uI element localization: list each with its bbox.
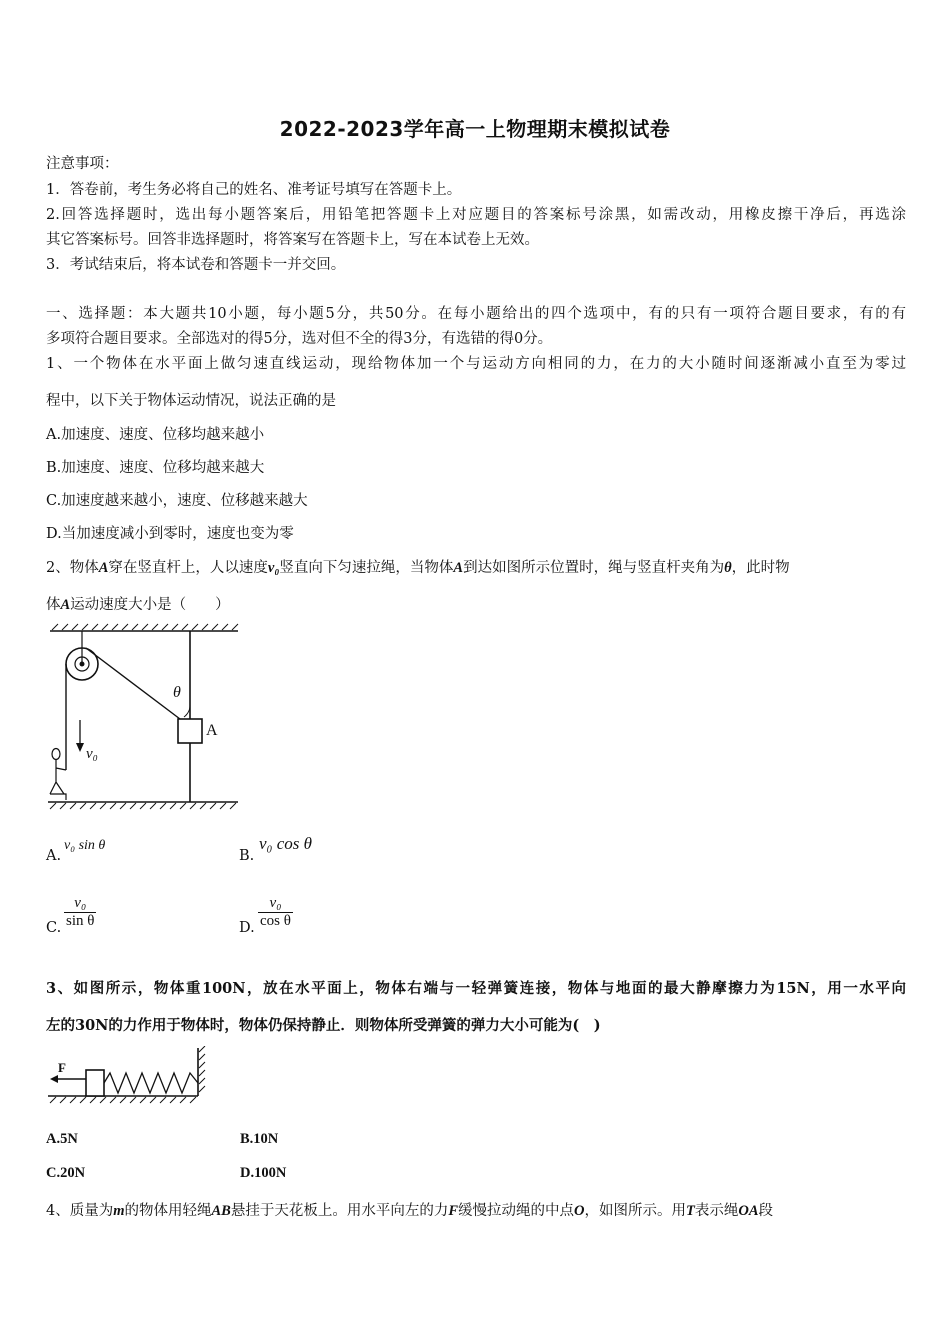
q2-var-a: A [453, 560, 464, 576]
q3-spring-figure [46, 1046, 210, 1104]
q1-option-d: D.当加速度减小到零时，速度也变为零 [46, 526, 294, 542]
q2-stem-line-2 [46, 593, 230, 614]
q2-text: 穿在竖直杆上，人以速度 [108, 560, 268, 576]
q2-text: ，此时物 [731, 560, 790, 576]
q1-option-a: A.加速度、速度、位移均越来越小 [46, 427, 265, 443]
notice-item-2: 2.回答选择题时，选出每小题答案后，用铅笔把答题卡上对应题目的答案标号涂黑，如需改动，用橡皮擦干净后，再选涂 [46, 207, 906, 223]
q4-var-m: m [113, 1203, 125, 1219]
q4-var-o: O [574, 1203, 585, 1219]
q2-option-c-fraction [64, 895, 96, 930]
q2-option-d-numerator: v₀ [269, 895, 282, 911]
q2-option-d-label: D. [239, 920, 255, 936]
notice-item-3: 3．考试结束后，将本试卷和答题卡一并交回。 [46, 257, 346, 273]
q3-option-a: A.5N [46, 1131, 78, 1147]
page-title: 2022-2023学年高一上物理期末模拟试卷 [279, 117, 671, 141]
q4-text: 悬挂于天花板上。用水平向左的力 [230, 1203, 449, 1219]
q2-text: 体 [46, 597, 61, 613]
q2-option-c-numerator: v₀ [74, 895, 87, 911]
q4-text: ，如图所示。用 [584, 1203, 687, 1219]
q2-var-a: A [98, 560, 109, 576]
q2-text: 到达如图所示位置时，绳与竖直杆夹角为 [463, 560, 725, 576]
q2-pulley-figure [44, 622, 244, 812]
q4-var-ab: AB [211, 1203, 231, 1219]
q4-text: 表示绳 [694, 1203, 739, 1219]
q2-option-d-fraction [258, 895, 293, 930]
q2-text: 运动速度大小是（ ） [70, 597, 230, 613]
q2-option-a-expr: v₀ sin θ [64, 838, 106, 853]
q4-var-oa: OA [738, 1203, 759, 1219]
q2-var-a: A [60, 597, 71, 613]
q4-stem-line-1 [46, 1199, 773, 1220]
q4-text: 的物体用轻绳 [124, 1203, 212, 1219]
q2-option-c-denominator: sin θ [66, 913, 95, 929]
q3-option-c: C.20N [46, 1165, 86, 1181]
notice-item-2-cont: 其它答案标号。回答非选择题时，将答案写在答题卡上，写在本试卷上无效。 [46, 232, 539, 248]
q2-figure-block-label: A [206, 722, 218, 739]
q2-stem-line-1 [46, 556, 790, 577]
q4-var-t: T [686, 1203, 695, 1219]
q2-text: 竖直向下匀速拉绳，当物体 [279, 560, 454, 576]
q2-text: 2、物体 [46, 560, 99, 576]
section-intro-line-1: 一、选择题：本大题共10小题，每小题5分，共50分。在每小题给出的四个选项中，有的只有一项符合题目要求，有的有 [46, 306, 906, 322]
section-intro-line-2: 多项符合题目要求。全部选对的得5分，选对但不全的得3分，有选错的得0分。 [46, 331, 553, 347]
q2-option-d-denominator: cos θ [260, 913, 291, 929]
q2-option-b-expr: v₀ cos θ [259, 834, 312, 853]
q3-option-b: B.10N [240, 1131, 279, 1147]
q3-figure-force-label: F [58, 1060, 66, 1075]
q2-option-a-label: A. [46, 848, 62, 864]
q1-option-b: B.加速度、速度、位移均越来越大 [46, 460, 265, 476]
q3-option-d: D.100N [240, 1165, 287, 1181]
q2-figure-theta-label: θ [173, 684, 181, 701]
q4-text: 4、质量为 [46, 1203, 114, 1219]
q4-text: 缓慢拉动绳的中点 [458, 1203, 575, 1219]
q2-var-v0: v₀ [267, 560, 280, 576]
q1-option-c: C.加速度越来越小，速度、位移越来越大 [46, 493, 308, 509]
q4-text: 段 [758, 1203, 774, 1219]
q2-option-b-label: B. [239, 848, 255, 864]
q2-var-theta: θ [724, 560, 732, 576]
q1-stem-line-1: 1、一个物体在水平面上做匀速直线运动，现给物体加一个与运动方向相同的力，在力的大小随时间逐渐减小直至为零过 [46, 356, 906, 372]
q4-var-f: F [448, 1203, 459, 1219]
q2-figure-velocity-label: v₀ [86, 746, 98, 762]
notice-item-1: 1．答卷前，考生务必将自己的姓名、准考证号填写在答题卡上。 [46, 182, 462, 198]
q3-stem-line-1: 3、如图所示，物体重100N，放在水平面上，物体右端与一轻弹簧连接，物体与地面的最大静摩擦力为15N，用一水平向 [46, 980, 906, 997]
q3-stem-line-2: 左的30N的力作用于物体时，物体仍保持静止．则物体所受弹簧的弹力大小可能为( ) [46, 1017, 601, 1034]
q2-option-c-label: C. [46, 920, 62, 936]
q1-stem-line-2: 程中，以下关于物体运动情况，说法正确的是 [46, 393, 336, 409]
notice-heading: 注意事项： [46, 156, 119, 172]
